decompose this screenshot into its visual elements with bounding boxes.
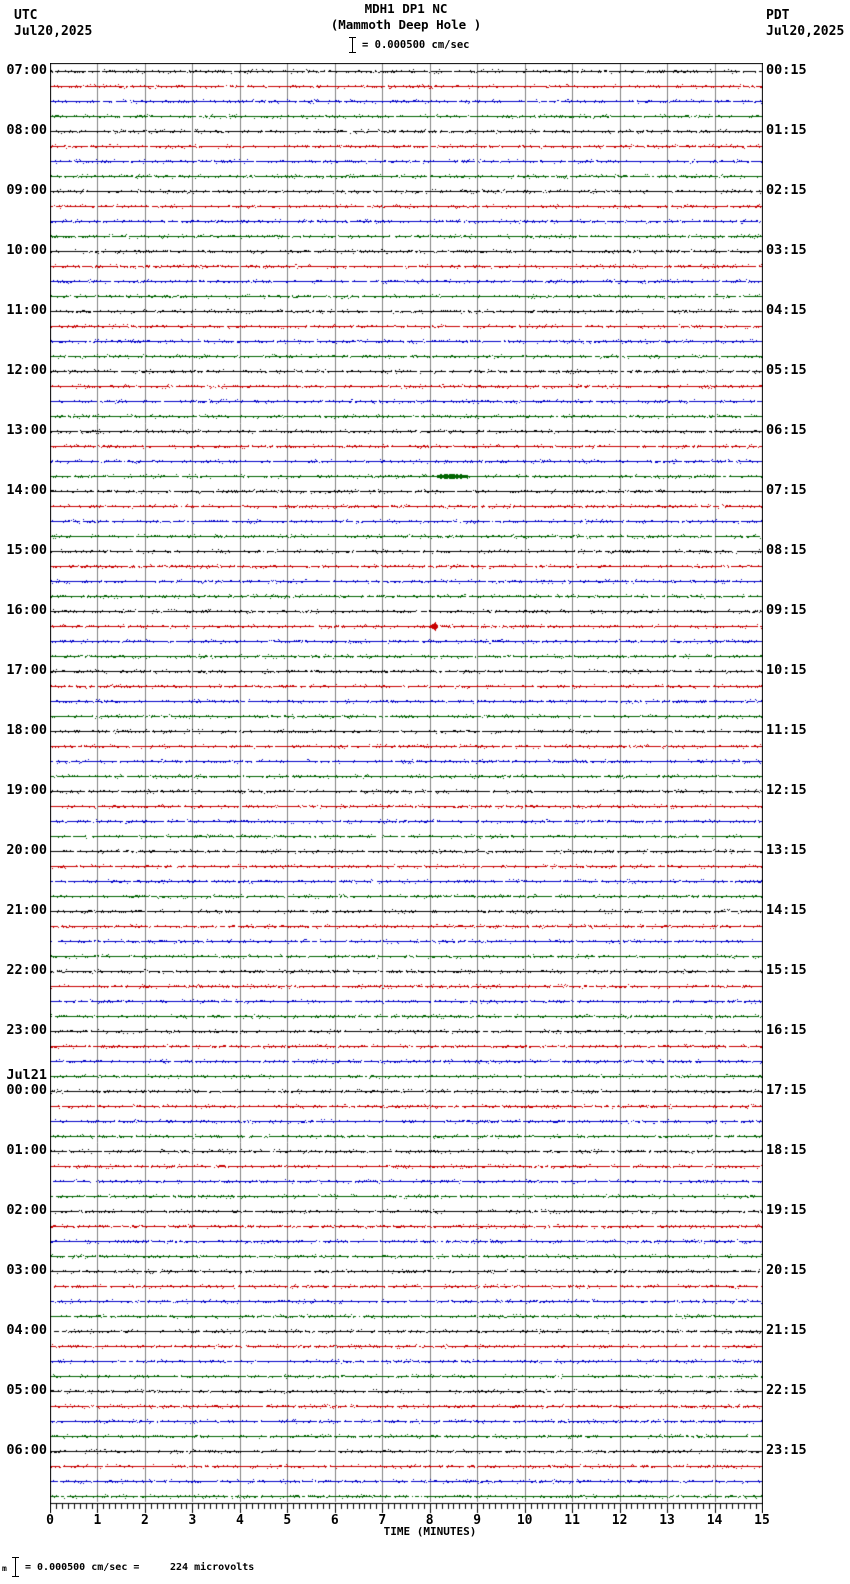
utc-time-label: 15:00: [6, 542, 47, 558]
utc-time-label: 21:00: [6, 902, 47, 918]
pdt-time-label: 11:15: [766, 722, 807, 738]
x-axis-tick-label: 11: [564, 1513, 580, 1528]
x-axis-tick-label: 0: [46, 1513, 54, 1528]
utc-time-label: 22:00: [6, 962, 47, 978]
footer-scale-equation: = 0.000500 cm/sec =: [25, 1562, 140, 1573]
pdt-time-label: 10:15: [766, 662, 807, 678]
x-axis-tick-label: 12: [611, 1513, 628, 1528]
pdt-time-label: 07:15: [766, 482, 807, 498]
utc-time-label: 10:00: [6, 242, 47, 258]
pdt-time-label: 16:15: [766, 1022, 807, 1038]
utc-time-label: 14:00: [6, 482, 47, 498]
x-axis-tick-label: 6: [330, 1513, 339, 1528]
pdt-time-label: 06:15: [766, 422, 807, 438]
pdt-time-label: 23:15: [766, 1442, 807, 1458]
pdt-time-label: 09:15: [766, 602, 807, 618]
utc-time-label: 03:00: [6, 1262, 47, 1278]
x-axis-tick-label: 3: [188, 1513, 197, 1528]
x-axis-tick-label: 9: [473, 1513, 482, 1528]
utc-time-label: 06:00: [6, 1442, 47, 1458]
pdt-time-label: 00:15: [766, 62, 807, 78]
pdt-time-label: 15:15: [766, 962, 807, 978]
pdt-time-label: 08:15: [766, 542, 807, 558]
utc-time-label: 16:00: [6, 602, 47, 618]
utc-time-label: 19:00: [6, 782, 47, 798]
seismogram-canvas: [50, 63, 763, 1518]
pdt-date: Jul20,2025: [766, 24, 845, 39]
pdt-time-label: 03:15: [766, 242, 807, 258]
utc-date: Jul20,2025: [14, 24, 93, 39]
pdt-time-label: 19:15: [766, 1202, 807, 1218]
x-axis-tick-label: 13: [659, 1513, 675, 1528]
utc-time-label: 00:00: [6, 1082, 47, 1098]
utc-time-label: 08:00: [6, 122, 47, 138]
x-axis-tick-label: 14: [706, 1513, 723, 1528]
footer-scale-bar-icon: [12, 1557, 19, 1577]
utc-time-label: 18:00: [6, 722, 47, 738]
x-axis-tick-label: 10: [516, 1513, 533, 1528]
pdt-time-label: 22:15: [766, 1382, 807, 1398]
pdt-time-label: 04:15: [766, 302, 807, 318]
x-axis-tick-label: 4: [235, 1513, 244, 1528]
pdt-time-label: 02:15: [766, 182, 807, 198]
utc-time-label: 07:00: [6, 62, 47, 78]
utc-time-label: 23:00: [6, 1022, 47, 1038]
x-axis-tick-label: 5: [283, 1513, 292, 1528]
utc-time-label: 01:00: [6, 1142, 47, 1158]
utc-time-label: 05:00: [6, 1382, 47, 1398]
microvolts-value: 224 microvolts: [170, 1562, 255, 1573]
station-title: MDH1 DP1 NC: [364, 1, 448, 16]
x-axis-tick-label: 7: [378, 1513, 387, 1528]
x-axis-tick-label: 8: [425, 1513, 434, 1528]
date-rollover-label: Jul21: [6, 1067, 47, 1083]
utc-time-label: 13:00: [6, 422, 47, 438]
x-axis-tick-label: 1: [93, 1513, 102, 1528]
pdt-time-label: 18:15: [766, 1142, 807, 1158]
scale-label: = 0.000500 cm/sec: [362, 39, 470, 51]
utc-time-label: 12:00: [6, 362, 47, 378]
pdt-time-label: 17:15: [766, 1082, 807, 1098]
pdt-time-label: 05:15: [766, 362, 807, 378]
pdt-time-label: 21:15: [766, 1322, 807, 1338]
utc-time-label: 02:00: [6, 1202, 47, 1218]
utc-time-label: 04:00: [6, 1322, 47, 1338]
pdt-time-label: 13:15: [766, 842, 807, 858]
micro-glyph: m: [2, 1564, 7, 1573]
station-subtitle: (Mammoth Deep Hole ): [330, 17, 482, 32]
pdt-time-label: 14:15: [766, 902, 807, 918]
utc-time-label: 11:00: [6, 302, 47, 318]
scale-bar-icon: [349, 37, 356, 53]
utc-time-label: 17:00: [6, 662, 47, 678]
utc-time-label: 20:00: [6, 842, 47, 858]
pdt-time-label: 12:15: [766, 782, 807, 798]
utc-time-label: 09:00: [6, 182, 47, 198]
x-axis-tick-label: 15: [754, 1513, 770, 1528]
pdt-time-label: 01:15: [766, 122, 807, 138]
pdt-time-label: 20:15: [766, 1262, 807, 1278]
utc-timezone-label: UTC: [14, 8, 38, 23]
pdt-timezone-label: PDT: [766, 8, 790, 23]
x-axis-tick-label: 2: [141, 1513, 149, 1528]
x-axis-title: TIME (MINUTES): [383, 1525, 477, 1538]
